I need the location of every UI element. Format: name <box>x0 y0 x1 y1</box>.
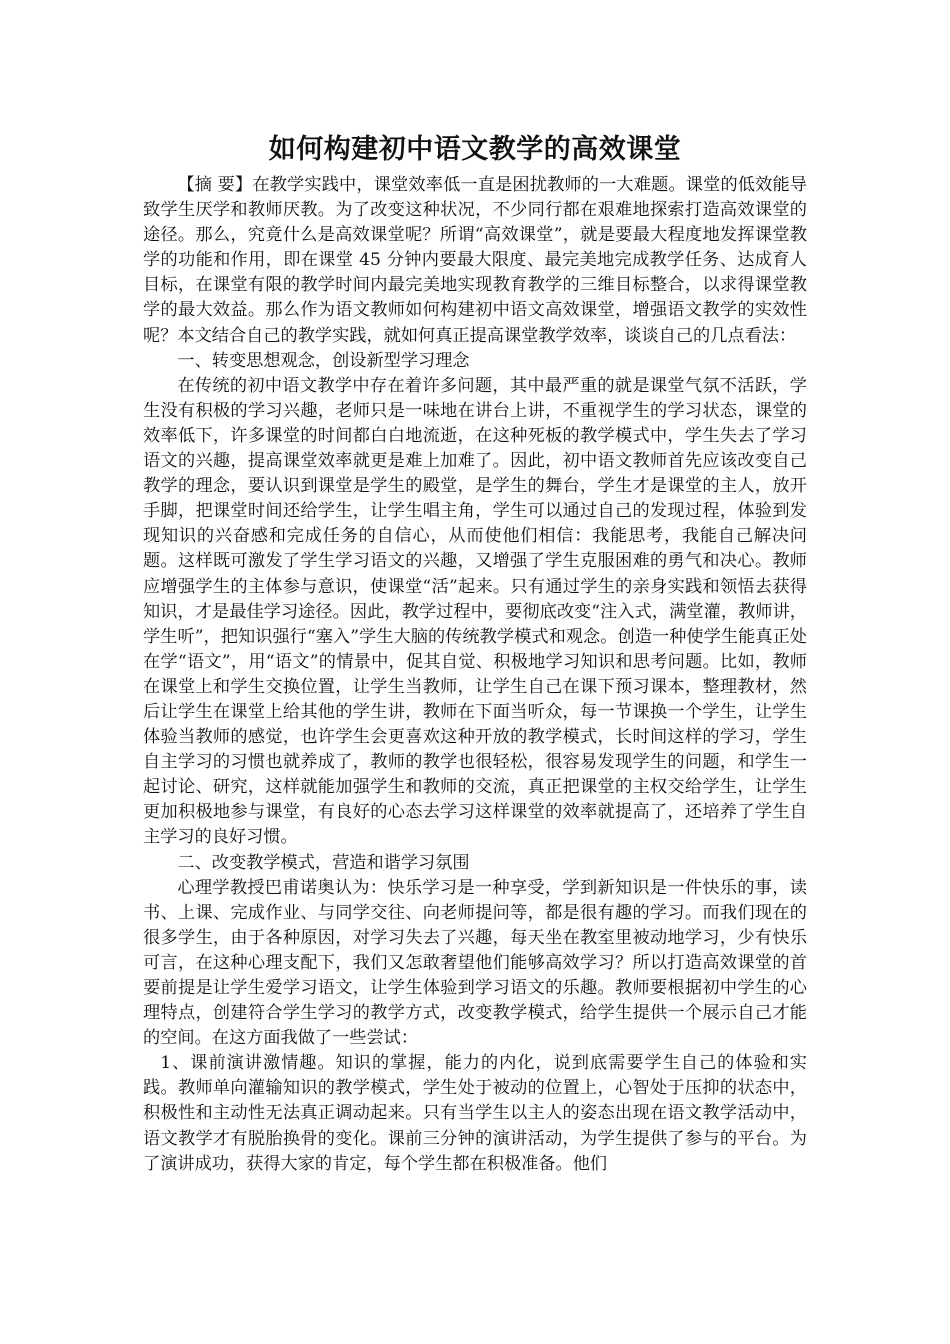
section-heading-2: 二、改变教学模式，营造和谐学习氛围 <box>177 852 470 873</box>
list-item-1: 1、课前演讲激情趣。知识的掌握，能力的内化，说到底需要学生自己的体验和实践。教师单向灌输知识的教学模式，学生处于被动的位置上，心智处于压抑的状态中，积极性和主动性无法真正调动起来。只有当学生以主人的姿态出现在语文教学活动中，语文教学才有脱胎换骨的变化。课前三分钟的演讲活动，为学生提供了参与的平台。为了演讲成功，获得大家的肯定，每个学生都在积极准备。他们 <box>143 1053 807 1174</box>
section-heading-1: 一、转变思想观念，创设新型学习理念 <box>177 350 470 371</box>
document-title: 如何构建初中语文教学的高效课堂 <box>268 134 682 165</box>
section-body-1: 在传统的初中语文教学中存在着许多问题，其中最严重的就是课堂气氛不活跃，学生没有积极的学习兴趣，老师只是一味地在讲台上讲，不重视学生的学习状态，课堂的效率低下，许多课堂的时间都白白地流逝，在这种死板的教学模式中，学生失去了学习语文的兴趣，提高课堂效率就更是难上加难了。因此，初中语文教师首先应该改变自己教学的理念，要认识到课堂是学生的殿堂，是学生的舞台，学生才是课堂的主人，放开手脚，把课堂时间还给学生，让学生唱主角，学生可以通过自己的发现过程，体验到发现知识的兴奋感和完成任务的自信心，从而使他们相信：我能思考，我能自己解决问题。这样既可激发了学生学习语文的兴趣，又增强了学生克服困难的勇气和决心。教师应增强学生的主体参与意识，使课堂“活”起来。只有通过学生的亲身实践和领悟去获得知识，才是最佳学习途径。因此，教学过程中，要彻底改变“注入式，满堂灌，教师讲，学生听”，把知识强行“塞入”学生大脑的传统教学模式和观念。创造一种使学生能真正处在学“语文”，用“语文”的情景中，促其自觉、积极地学习知识和思考问题。比如，教师在课堂上和学生交换位置，让学生当教师，让学生自己在课下预习课本，整理教材，然后让学生在课堂上给其他的学生讲，教师在下面当听众，每一节课换一个学生，让学生体验当教师的感觉，也许学生会更喜欢这种开放的教学模式，长时间这样的学习，学生自主学习的习惯也就养成了，教师的教学也很轻松，很容易发现学生的问题，和学生一起讨论、研究，这样就能加强学生和教师的交流，真正把课堂的主权交给学生，让学生更加积极地参与课堂，有良好的心态去学习这样课堂的效率就提高了，还培养了学生自主学习的良好习惯。 <box>143 375 807 848</box>
section-body-2: 心理学教授巴甫诺奥认为：快乐学习是一种享受，学到新知识是一件快乐的事，读书、上课、完成作业、与同学交往、向老师提问等，都是很有趣的学习。而我们现在的很多学生，由于各种原因，对学习失去了兴趣，每天坐在教室里被动地学习，少有快乐可言，在这种心理支配下，我们又怎敢奢望他们能够高效学习？所以打造高效课堂的首要前提是让学生爱学习语文，让学生体验到学习语文的乐趣。教师要根据初中学生的心理特点，创建符合学生学习的教学方式，改变教学模式，给学生提供一个展示自己才能的空间。在这方面我做了一些尝试： <box>143 877 807 1049</box>
abstract-paragraph: 【摘 要】在教学实践中，课堂效率低一直是困扰教师的一大难题。课堂的低效能导致学生厌学和教师厌教。为了改变这种状况，不少同行都在艰难地探索打造高效课堂的途径。那么，究竟什么是高效课堂呢？所谓“高效课堂”，就是要最大程度地发挥课堂教学的功能和作用，即在课堂 45 分钟内要最大限度、最完美地完成教学任务、达成育人目标，在课堂有限的教学时间内最完美地实现教育教学的三维目标整合，以求得课堂教学的最大效益。那么作为语文教师如何构建初中语文高效课堂，增强语文教学的实效性呢？本文结合自己的教学实践，就如何真正提高课堂教学效率，谈谈自己的几点看法： <box>143 175 807 346</box>
document-page <box>143 128 807 1177</box>
